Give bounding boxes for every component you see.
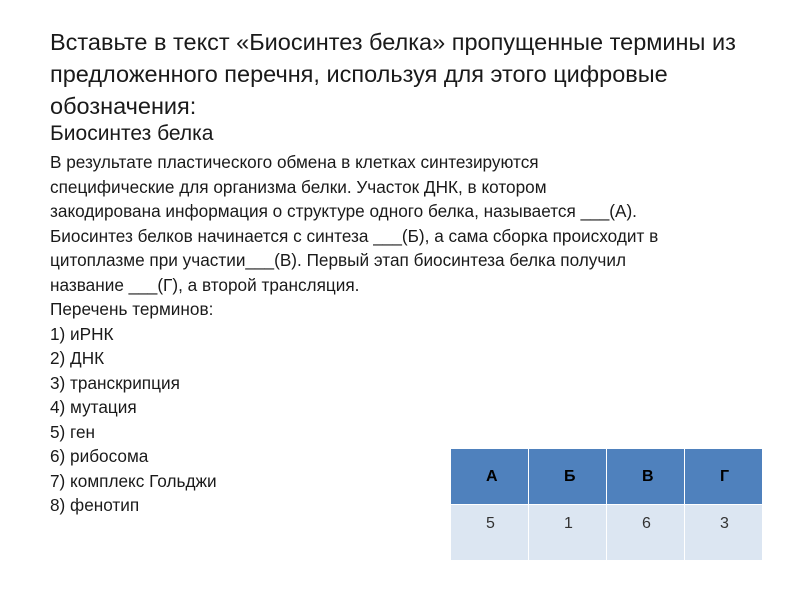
paragraph-line: название ___(Г), а второй трансляция.: [50, 274, 360, 295]
terms-heading: Перечень терминов:: [50, 299, 214, 319]
term-item: 6) рибосома: [50, 446, 149, 466]
answer-header-cell: В: [607, 449, 685, 505]
answer-value-cell: 5: [451, 505, 529, 561]
answer-header-cell: А: [451, 449, 529, 505]
answer-value-cell: 3: [685, 505, 763, 561]
term-item: 5) ген: [50, 421, 95, 442]
term-item: 2) ДНК: [50, 348, 105, 368]
answer-table-row: [451, 505, 763, 561]
term-item: 4) мутация: [50, 397, 137, 417]
paragraph-line: закодирована информация о структуре одного белка, называется ___(А).: [50, 201, 637, 221]
answer-table-header-row: [451, 449, 763, 505]
paragraph-line: специфические для организма белки. Участок ДНК, в котором: [50, 176, 547, 197]
term-item: 1) иРНК: [50, 323, 114, 344]
term-item: 8) фенотип: [50, 495, 140, 515]
answer-table: [450, 448, 763, 561]
term-item: 7) комплекс Гольджи: [50, 470, 217, 491]
answer-value-cell: 1: [529, 505, 607, 561]
paragraph-line: Биосинтез белков начинается с синтеза ___(Б), а сама сборка происходит в: [50, 225, 659, 246]
term-item: 3) транскрипция: [50, 372, 180, 393]
answer-header-cell: Б: [529, 449, 607, 505]
answer-value-cell: 6: [607, 505, 685, 561]
slide-title: Вставьте в текст «Биосинтез белка» пропущенные термины из предложенного перечня, используя для этого цифровые обозначения:: [50, 29, 736, 119]
paragraph-line: В результате пластического обмена в клетках синтезируются: [50, 152, 539, 172]
text-title: Биосинтез белка: [50, 122, 214, 145]
answer-header-cell: Г: [685, 449, 763, 505]
paragraph-line: цитоплазме при участии___(В). Первый этап биосинтеза белка получил: [50, 250, 626, 270]
